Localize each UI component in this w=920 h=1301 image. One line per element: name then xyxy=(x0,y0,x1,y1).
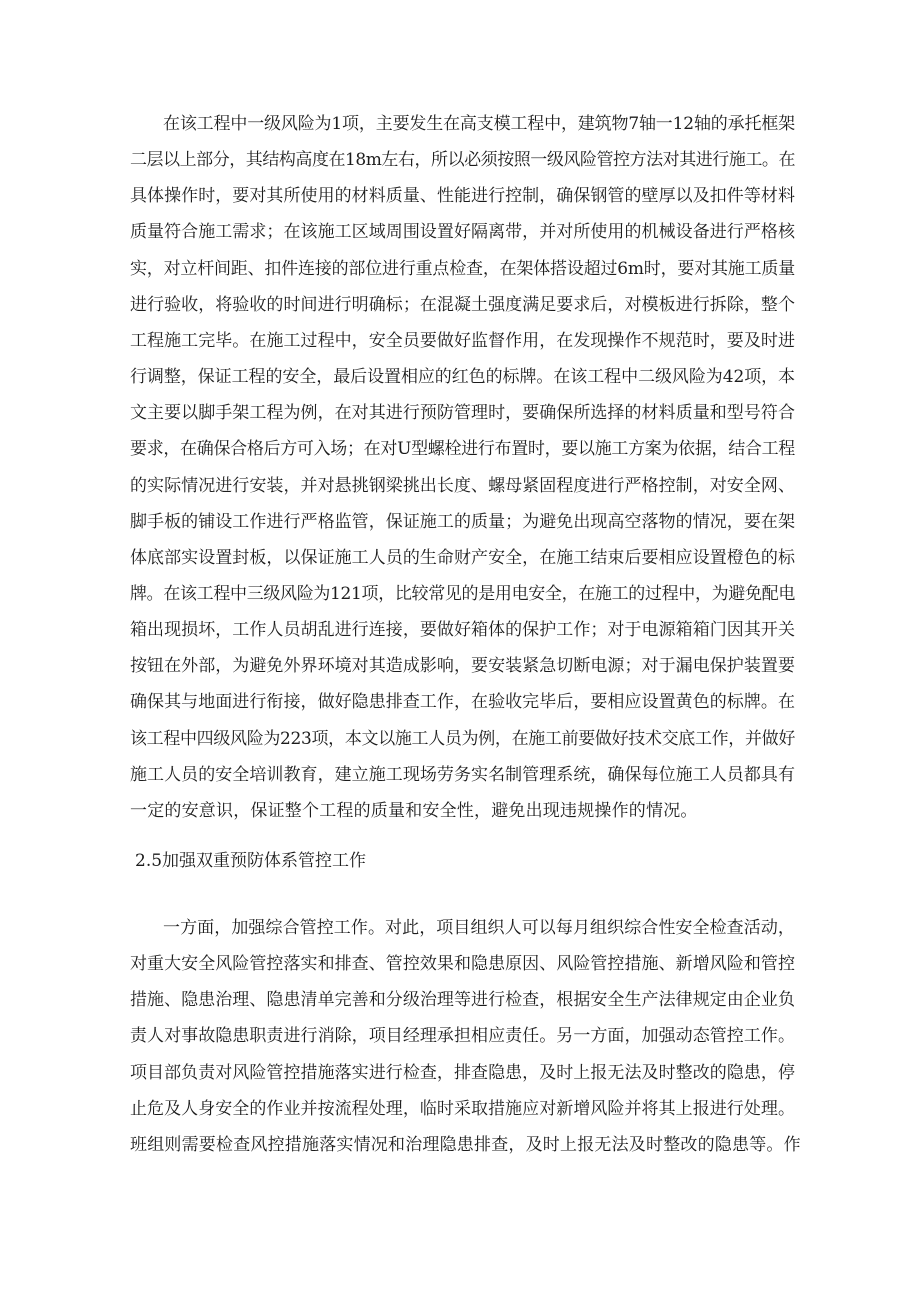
text-line: 二层以上部分，其结构高度在18m左右，所以必须按照一级风险管控方法对其进行施工。在 xyxy=(130,150,795,171)
text-line: 体底部实设置封板，以保证施工人员的生命财产安全，在施工结束后要相应设置橙色的标 xyxy=(130,547,795,568)
section-heading: 2.5加强双重预防体系管控工作 xyxy=(135,851,367,871)
text-line: 一定的安意识，保证整个工程的质量和安全性，避免出现违规操作的情况。 xyxy=(130,800,698,821)
text-line: 文主要以脚手架工程为例，在对其进行预防管理时，要确保所选择的材料质量和型号符合 xyxy=(130,403,795,424)
text-line: 行调整，保证工程的安全，最后设置相应的红色的标牌。在该工程中二级风险为42项，本 xyxy=(130,367,795,388)
text-line: 质量符合施工需求；在该施工区域周围设置好隔离带，并对所使用的机械设备进行严格核 xyxy=(130,222,795,243)
text-line: 工程施工完毕。在施工过程中，安全员要做好监督作用，在发现操作不规范时，要及时进 xyxy=(130,330,795,351)
text-line: 施工人员的安全培训教育，建立施工现场劳务实名制管理系统，确保每位施工人员都具有 xyxy=(130,764,795,785)
text-line: 实，对立杆间距、扣件连接的部位进行重点检查，在架体搭设超过6m时，要对其施工质量 xyxy=(130,258,795,279)
text-line: 进行验收，将验收的时间进行明确标；在混凝土强度满足要求后，对模板进行拆除，整个 xyxy=(130,294,795,315)
text-line: 责人对事故隐患职责进行消除，项目经理承担相应责任。另一方面，加强动态管控工作。 xyxy=(130,1026,795,1047)
text-line: 班组则需要检查风控措施落实情况和治理隐患排查，及时上报无法及时整改的隐患等。作 xyxy=(130,1134,801,1155)
text-line: 对重大安全风险管控落实和排查、管控效果和隐患原因、风险管控措施、新增风险和管控 xyxy=(130,954,795,975)
text-line: 项目部负责对风险管控措施落实进行检查，排查隐患，及时上报无法及时整改的隐患，停 xyxy=(130,1062,795,1083)
text-line: 要求，在确保合格后方可入场；在对U型螺栓进行布置时，要以施工方案为依据，结合工程 xyxy=(130,439,795,460)
text-line: 止危及人身安全的作业并按流程处理，临时采取措施应对新增风险并将其上报进行处理。 xyxy=(130,1098,795,1119)
text-line: 一方面，加强综合管控工作。对此，项目组织人可以每月组织综合性安全检查活动， xyxy=(163,918,795,938)
text-line: 在该工程中一级风险为1项，主要发生在高支模工程中，建筑物7轴一12轴的承托框架 xyxy=(163,114,795,134)
text-line: 措施、隐患治理、隐患清单完善和分级治理等进行检查，根据安全生产法律规定由企业负 xyxy=(130,990,795,1011)
text-line: 箱出现损坏，工作人员胡乱进行连接，要做好箱体的保护工作；对于电源箱箱门因其开关 xyxy=(130,620,795,641)
text-line: 确保其与地面进行衔接，做好隐患排查工作，在验收完毕后，要相应设置黄色的标牌。在 xyxy=(130,692,795,713)
text-line: 的实际情况进行安装，并对悬挑钢梁挑出长度、螺母紧固程度进行严格控制，对安全网、 xyxy=(130,475,795,496)
text-line: 脚手板的铺设工作进行严格监管，保证施工的质量；为避免出现高空落物的情况，要在架 xyxy=(130,511,795,532)
text-line: 具体操作时，要对其所使用的材料质量、性能进行控制，确保钢管的壁厚以及扣件等材料 xyxy=(130,186,795,207)
text-line: 牌。在该工程中三级风险为121项，比较常见的是用电安全，在施工的过程中，为避免配电 xyxy=(130,583,795,604)
text-line: 该工程中四级风险为223项，本文以施工人员为例，在施工前要做好技术交底工作，并做好 xyxy=(130,728,795,749)
text-line: 按钮在外部，为避免外界环境对其造成影响，要安装紧急切断电源；对于漏电保护装置要 xyxy=(130,656,795,677)
